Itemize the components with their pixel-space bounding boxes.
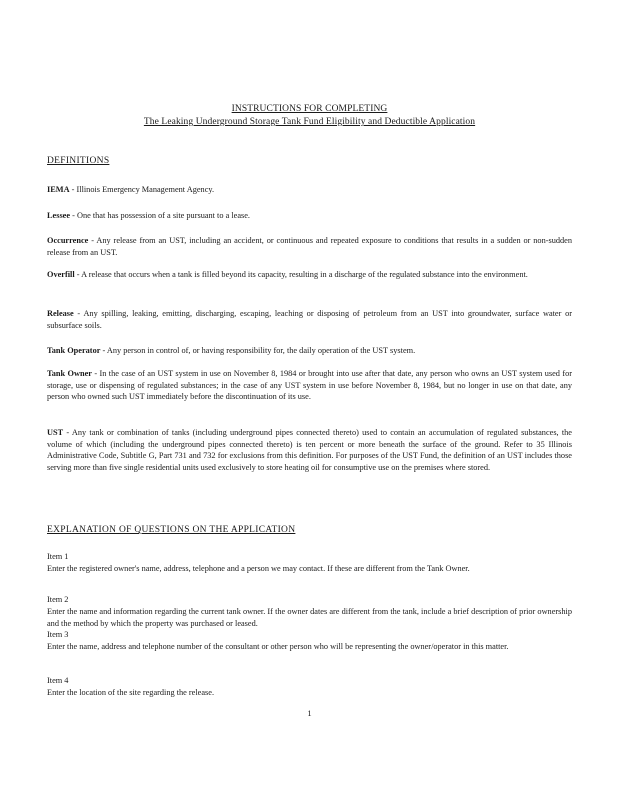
definition-lessee bbox=[47, 210, 572, 222]
item-label: Item 3 bbox=[47, 630, 69, 639]
definition-term: IEMA bbox=[47, 185, 70, 194]
item-text: Enter the name and information regarding the current tank owner. If the owner dates are different from the tank, include a brief description of prior ownership and the method by which the property was purchased or leased. bbox=[47, 607, 572, 628]
definition-tank-owner bbox=[47, 368, 572, 403]
definition-term: Overfill bbox=[47, 270, 75, 279]
definition-text: - A release that occurs when a tank is filled beyond its capacity, resulting in a discharge of the regulated substance into the environment. bbox=[74, 270, 528, 279]
definition-occurrence bbox=[47, 235, 572, 258]
page-number: 1 bbox=[307, 708, 312, 718]
definitions-heading: DEFINITIONS bbox=[47, 156, 110, 166]
definition-text: - Any tank or combination of tanks (including underground pipes connected thereto) used to contain an accumulation of regulated substances, the volume of which (including the underground pipes connected thereto) is ten percent or more beneath the surface of the ground. Refer to 35 Illinois Administrative Code, Subtitle G, Part 731 and 732 for exclusions from this definition. For purposes of the UST Fund, the definition of an UST includes those serving more than five single residential units used exclusively to store heating oil for consumptive use on the premises where stored. bbox=[47, 428, 572, 472]
definition-term: Tank Owner bbox=[47, 369, 92, 378]
item-label: Item 1 bbox=[47, 552, 69, 561]
definition-text: - In the case of an UST system in use on November 8, 1984 or brought into use after that date, any person who owns an UST system used for storage, use or dispensing of regulated substances; in the case of any UST system in use before November 8, 1984, but no longer in use on that date, any person who owned such UST immediately before the discontinuation of its use. bbox=[47, 369, 572, 401]
definition-term: Occurrence bbox=[47, 236, 89, 245]
definition-term: Release bbox=[47, 309, 74, 318]
explanation-heading: EXPLANATION OF QUESTIONS ON THE APPLICATION bbox=[47, 525, 296, 535]
definition-term: Tank Operator bbox=[47, 346, 101, 355]
definition-term: Lessee bbox=[47, 211, 71, 220]
item-text: Enter the location of the site regarding the release. bbox=[47, 688, 215, 697]
item-label: Item 2 bbox=[47, 595, 69, 604]
item-text: Enter the name, address and telephone number of the consultant or other person who will be representing the owner/operator in this matter. bbox=[47, 642, 509, 651]
document-title: INSTRUCTIONS FOR COMPLETING bbox=[231, 104, 388, 114]
definition-iema bbox=[47, 184, 572, 196]
definition-text: - Any release from an UST, including an accident, or continuous and repeated exposure to conditions that results in a sudden or non-sudden release from an UST. bbox=[47, 236, 572, 257]
item-label: Item 4 bbox=[47, 676, 69, 685]
definition-overfill bbox=[47, 269, 572, 281]
definition-text: - One that has possession of a site pursuant to a lease. bbox=[70, 211, 251, 220]
document-subtitle: The Leaking Underground Storage Tank Fund Eligibility and Deductible Application bbox=[143, 117, 476, 127]
definition-release bbox=[47, 308, 572, 331]
definition-tank-operator bbox=[47, 345, 572, 357]
definition-text: - Illinois Emergency Management Agency. bbox=[69, 185, 215, 194]
definition-text: - Any spilling, leaking, emitting, discharging, escaping, leaching or disposing of petroleum from an UST into groundwater, surface water or subsurface soils. bbox=[47, 309, 572, 330]
definition-ust bbox=[47, 427, 572, 473]
definition-text: - Any person in control of, or having responsibility for, the daily operation of the UST system. bbox=[100, 346, 416, 355]
item-text: Enter the registered owner's name, address, telephone and a person we may contact. If these are different from the Tank Owner. bbox=[47, 564, 470, 573]
definition-term: UST bbox=[47, 428, 64, 437]
